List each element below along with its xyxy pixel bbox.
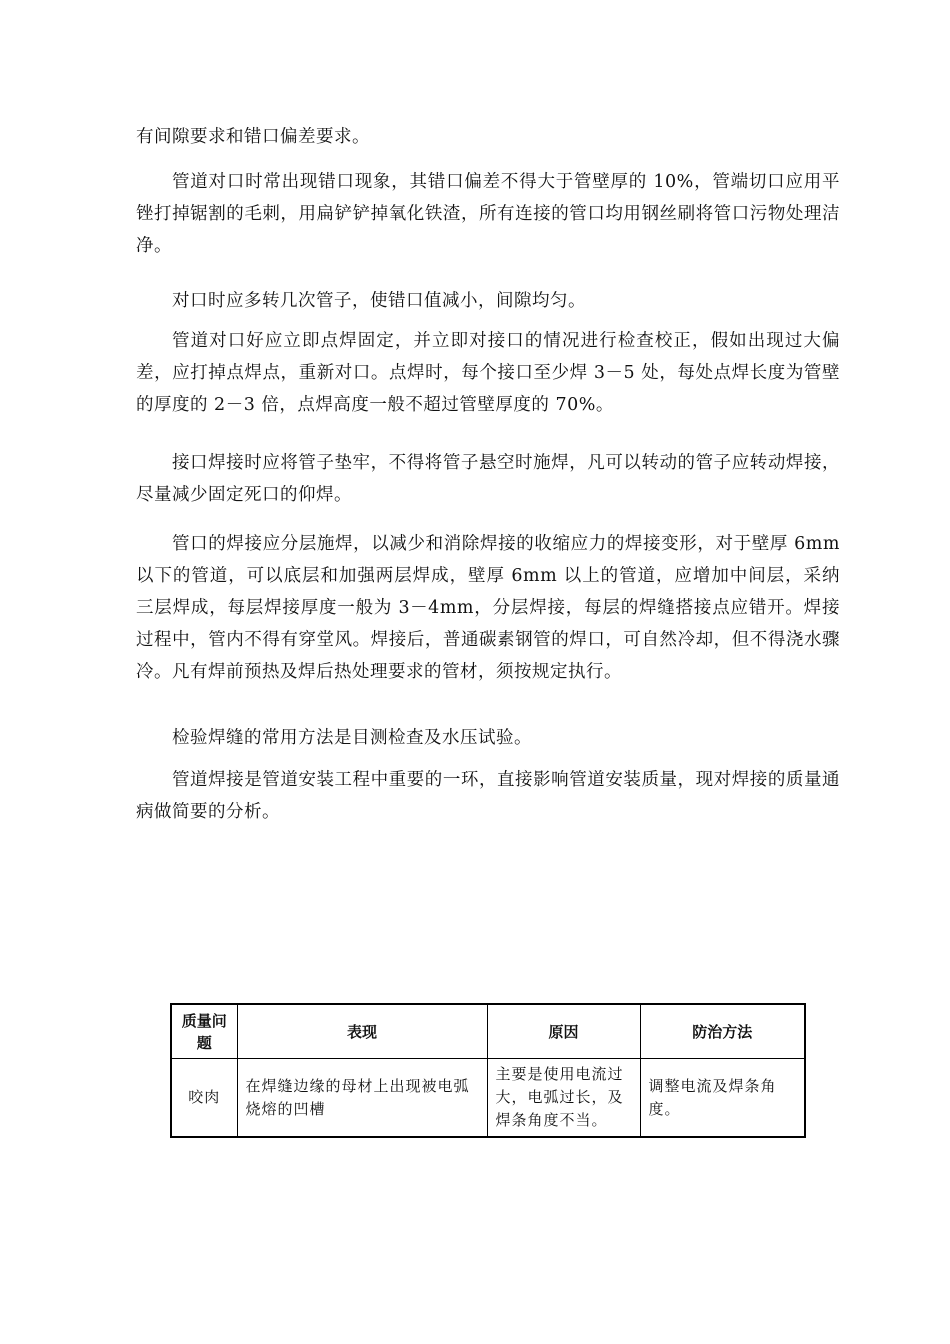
header-prevention: 防治方法: [640, 1004, 805, 1059]
paragraph-5: 接口焊接时应将管子垫牢，不得将管子悬空时施焊，凡可以转动的管子应转动焊接，尽量减少固定死口的仰焊。: [136, 453, 840, 505]
header-cause: 原因: [487, 1004, 640, 1059]
table-row: [171, 1059, 805, 1138]
paragraph-4: 管道对口好应立即点焊固定，并立即对接口的情况进行检查校正，假如出现过大偏差，应打掉点焊点，重新对口。点焊时，每个接口至少焊 3－5 处，每处点焊长度为管壁的厚度的 2－3 倍，点焊高度一般不超过管壁厚度的 70%。: [136, 331, 840, 415]
cell-issue: 咬肉: [171, 1059, 237, 1138]
paragraph-6: 管口的焊接应分层施焊，以减少和消除焊接的收缩应力的焊接变形，对于壁厚 6mm 以下的管道，可以底层和加强两层焊成，壁厚 6mm 以上的管道，应增加中间层，采纳三层焊成，每层焊接厚度一般为 3－4mm，分层焊接，每层的焊缝搭接点应错开。焊接过程中，管内不得有穿堂风。焊接后，普通碳素钢管的焊口，可自然冷却，但不得浇水骤冷。凡有焊前预热及焊后热处理要求的管材，须按规定执行。: [136, 534, 840, 682]
table-header-row: [171, 1004, 805, 1059]
paragraph-1: 有间隙要求和错口偏差要求。: [136, 127, 370, 147]
paragraph-2: 管道对口时常出现错口现象，其错口偏差不得大于管壁厚的 10%，管端切口应用平锉打掉锯割的毛刺，用扁铲铲掉氧化铁渣，所有连接的管口均用钢丝刷将管口污物处理洁净。: [136, 172, 840, 256]
header-symptom: 表现: [237, 1004, 487, 1059]
header-issue: 质量问题: [171, 1004, 237, 1059]
cell-prevention: 调整电流及焊条角度。: [640, 1059, 805, 1138]
paragraph-3: 对口时应多转几次管子，使错口值减小，间隙均匀。: [172, 291, 586, 311]
paragraph-8: 管道焊接是管道安装工程中重要的一环，直接影响管道安装质量，现对焊接的质量通病做简要的分析。: [136, 770, 840, 822]
paragraph-7: 检验焊缝的常用方法是目测检查及水压试验。: [172, 728, 532, 748]
cell-cause: 主要是使用电流过大，电弧过长，及焊条角度不当。: [487, 1059, 640, 1138]
cell-symptom: 在焊缝边缘的母材上出现被电弧烧熔的凹槽: [237, 1059, 487, 1138]
quality-issue-table: [170, 1003, 806, 1138]
